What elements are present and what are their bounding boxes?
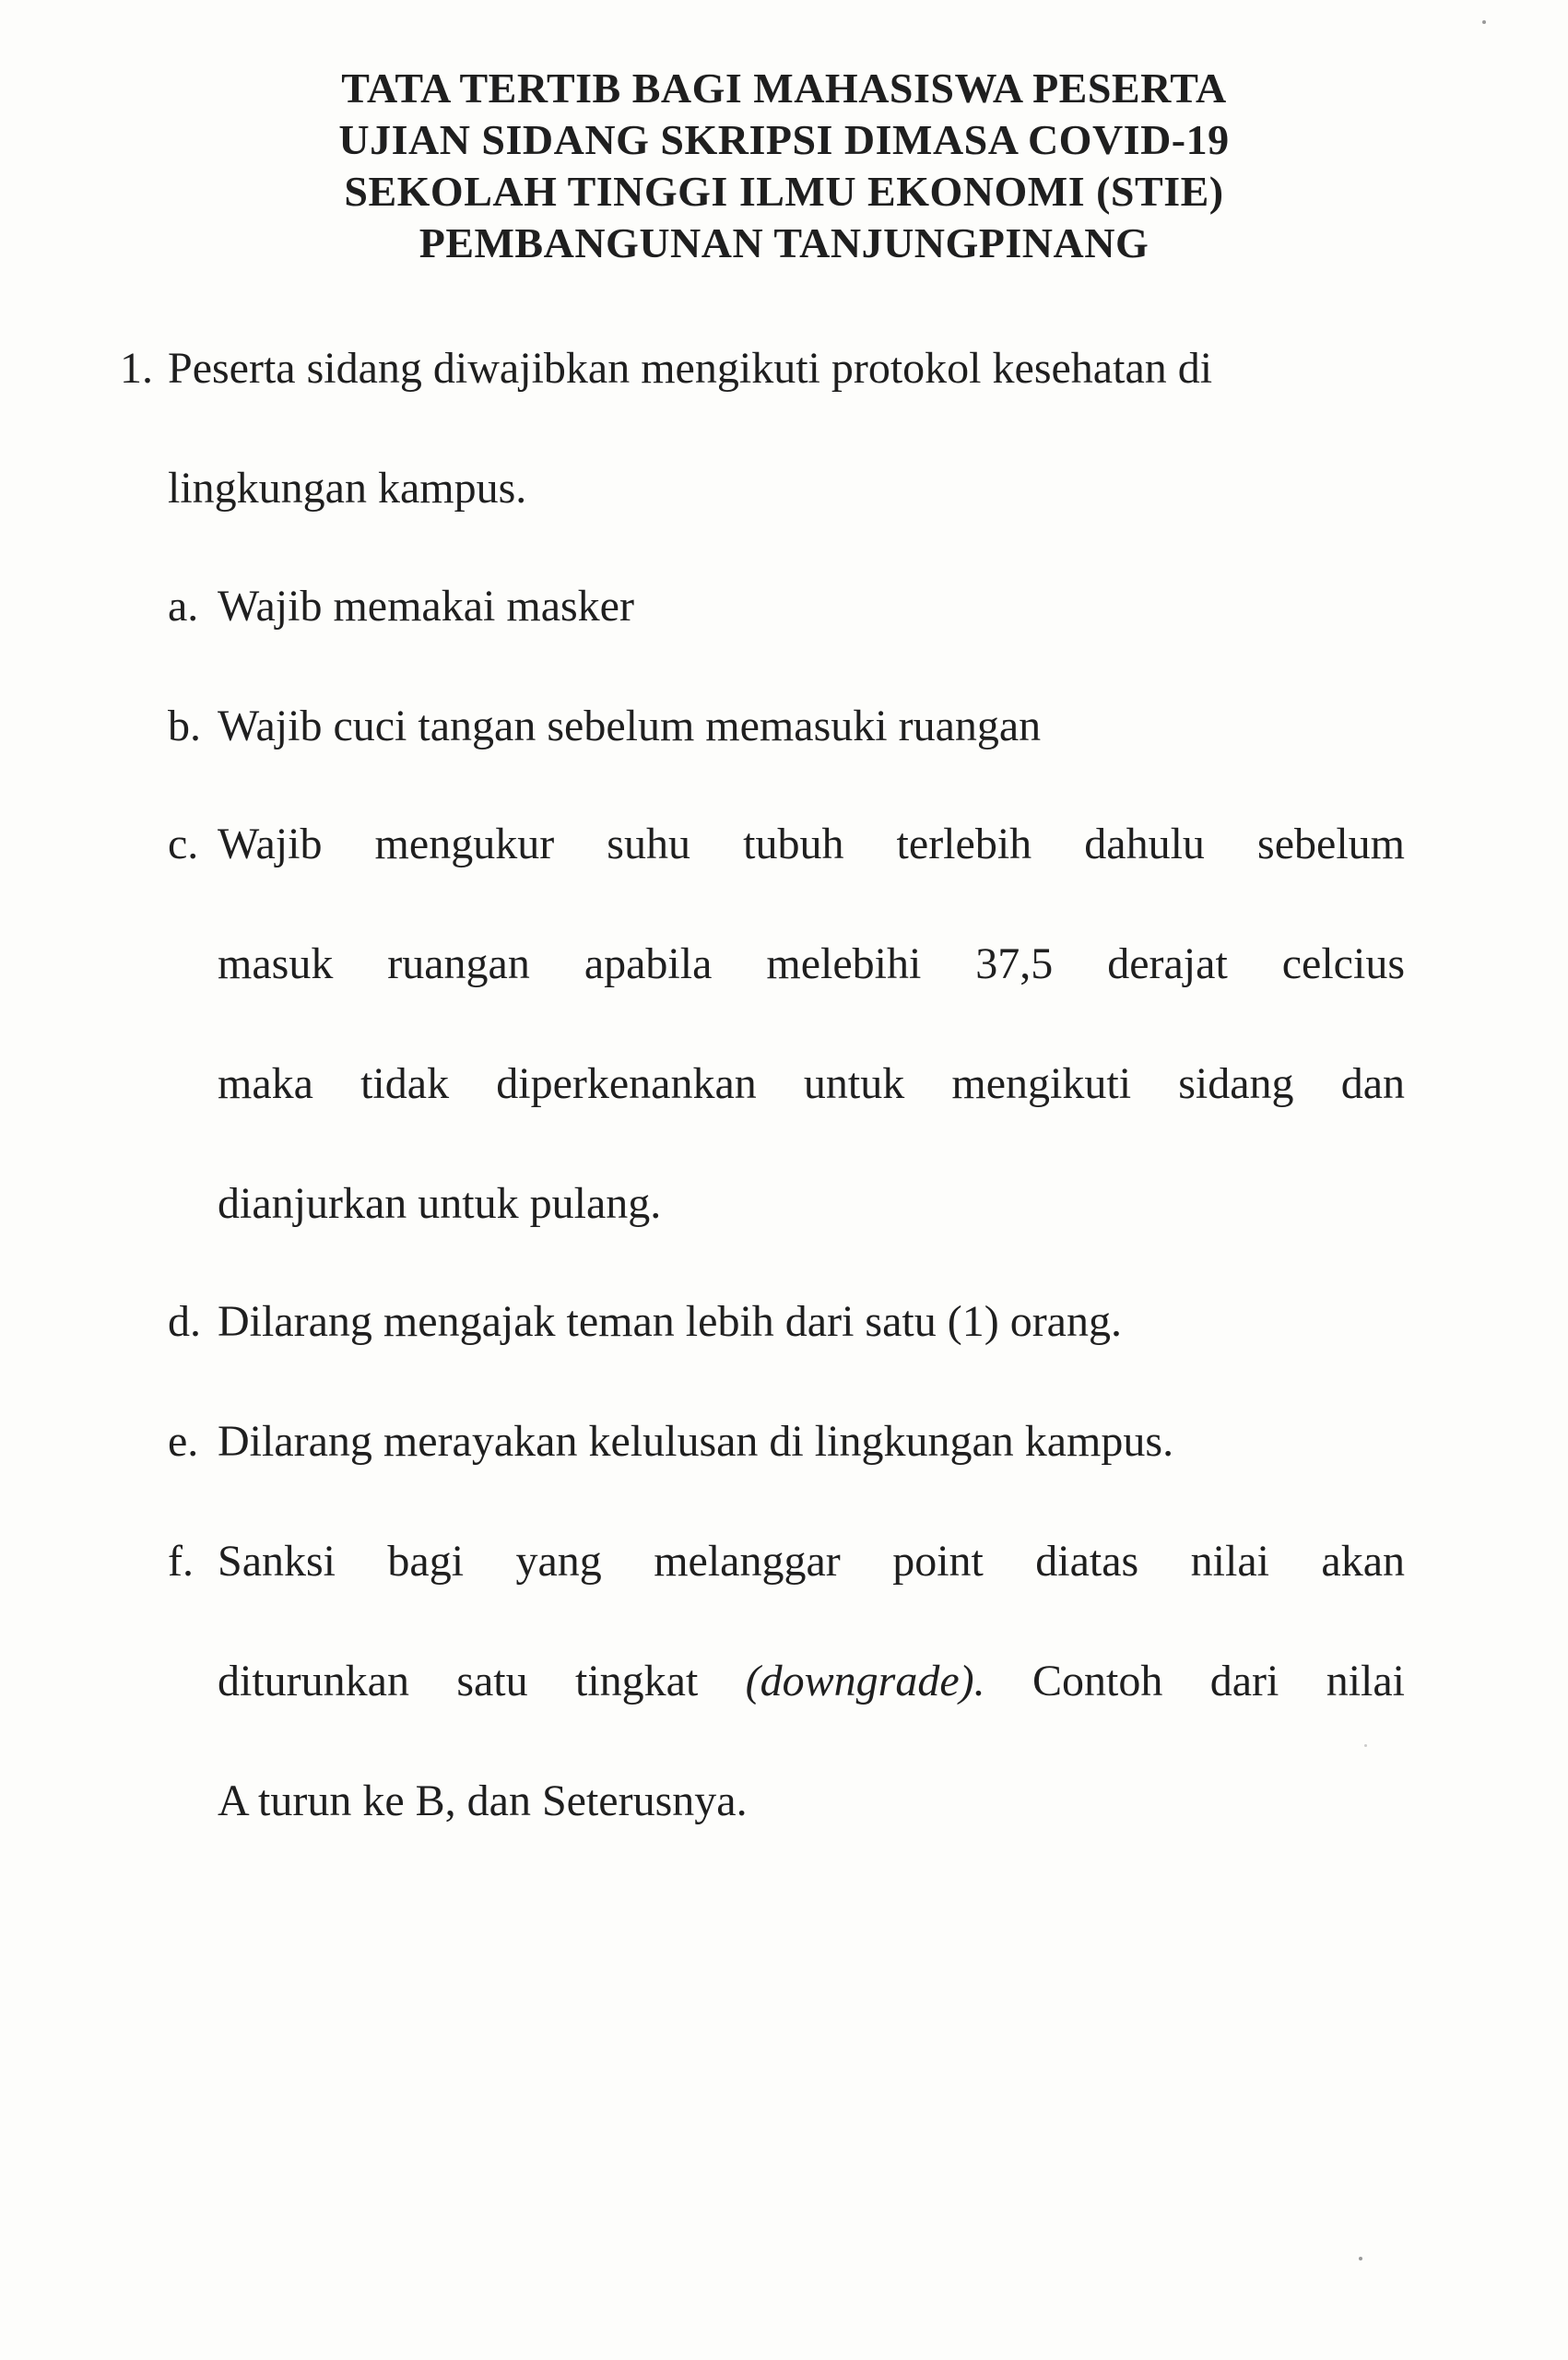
scan-speck — [1359, 2257, 1362, 2260]
item-f-line-1: Sanksi bagi yang melanggar point diatas nilai akan — [218, 1537, 1405, 1586]
item-d-label: d. — [168, 1297, 201, 1346]
item-a-label: a. — [168, 582, 199, 631]
item-e-label: e. — [168, 1417, 199, 1466]
item-d-text: Dilarang mengajak teman lebih dari satu (1) orang. — [218, 1297, 1122, 1346]
scan-speck — [1364, 1744, 1367, 1747]
rule-1-line-2: lingkungan kampus. — [168, 464, 527, 513]
title-line-2: UJIAN SIDANG SKRIPSI DIMASA COVID-19 — [338, 116, 1230, 163]
item-f-label: f. — [168, 1537, 194, 1586]
item-f-line-2-post: Contoh dari nilai — [984, 1657, 1405, 1705]
document-title — [0, 63, 1568, 269]
item-f-line-3: A turun ke B, dan Seterusnya. — [218, 1776, 748, 1825]
item-b-text: Wajib cuci tangan sebelum memasuki ruangan — [218, 702, 1042, 750]
item-f-downgrade-term: (downgrade). — [745, 1657, 985, 1705]
title-line-3: SEKOLAH TINGGI ILMU EKONOMI (STIE) — [344, 168, 1224, 215]
item-a-text: Wajib memakai masker — [218, 582, 634, 631]
item-c-line-3: maka tidak diperkenankan untuk mengikuti sidang dan — [218, 1059, 1405, 1108]
scan-speck — [1482, 20, 1486, 24]
item-c-line-1: Wajib mengukur suhu tubuh terlebih dahulu sebelum — [218, 820, 1405, 868]
item-c-line-2: masuk ruangan apabila melebihi 37,5 derajat celcius — [218, 939, 1405, 988]
item-c-line-4: dianjurkan untuk pulang. — [218, 1179, 662, 1228]
item-f-line-2-pre: diturunkan satu tingkat — [218, 1657, 746, 1705]
item-c-label: c. — [168, 820, 199, 868]
item-b-label: b. — [168, 702, 201, 750]
item-f-line-2 — [218, 1654, 1405, 1709]
title-line-4: PEMBANGUNAN TANJUNGPINANG — [419, 219, 1149, 266]
title-line-1: TATA TERTIB BAGI MAHASISWA PESERTA — [341, 65, 1227, 112]
rule-1-number: 1. — [120, 344, 153, 393]
item-e-text: Dilarang merayakan kelulusan di lingkungan kampus. — [218, 1417, 1174, 1466]
rule-1-line-1: Peserta sidang diwajibkan mengikuti protokol kesehatan di — [168, 344, 1213, 393]
